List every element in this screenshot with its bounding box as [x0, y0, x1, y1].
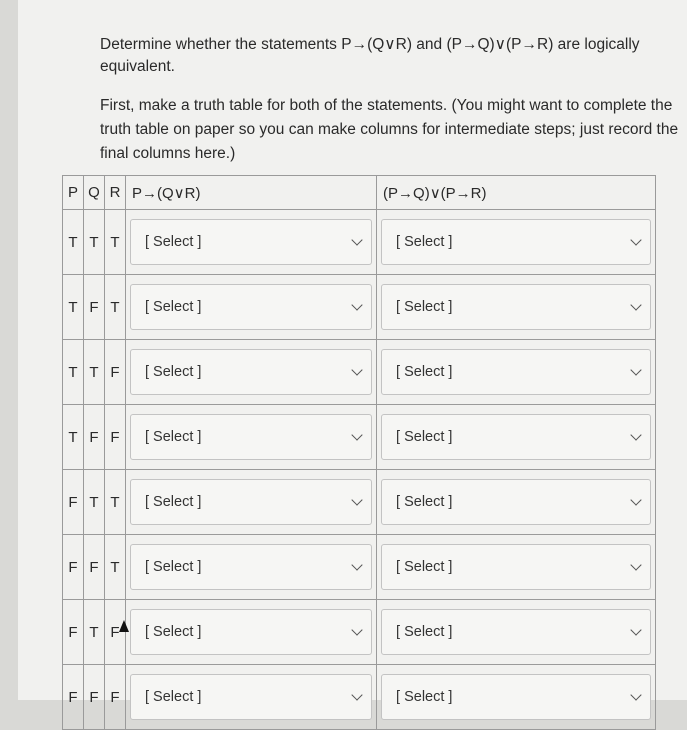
statement-1-select[interactable] — [130, 284, 372, 330]
truth-value-r: T — [105, 210, 126, 275]
table-row — [63, 600, 656, 665]
select-label: [ Select ] — [396, 689, 453, 705]
truth-value-r: T — [105, 470, 126, 535]
statement-1-select[interactable] — [130, 219, 372, 265]
truth-table — [62, 175, 656, 730]
truth-value-q: F — [84, 405, 105, 470]
answer-cell — [126, 210, 377, 275]
statement-2-select[interactable] — [381, 414, 651, 460]
truth-value-r: F — [105, 405, 126, 470]
question-block — [100, 34, 687, 166]
answer-cell — [126, 405, 377, 470]
statement-1-select[interactable] — [130, 674, 372, 720]
select-label: [ Select ] — [396, 364, 453, 380]
answer-cell — [377, 405, 656, 470]
header-statement-2: (P→Q)∨(P→R) — [377, 176, 656, 210]
answer-cell — [126, 600, 377, 665]
answer-cell — [377, 665, 656, 730]
chevron-down-icon — [351, 364, 362, 375]
select-label: [ Select ] — [396, 494, 453, 510]
statement-2-select[interactable] — [381, 349, 651, 395]
table-row — [63, 470, 656, 535]
chevron-down-icon — [351, 689, 362, 700]
statement-1-select[interactable] — [130, 479, 372, 525]
table-row — [63, 405, 656, 470]
answer-cell — [126, 275, 377, 340]
truth-value-p: T — [63, 340, 84, 405]
truth-value-r: T — [105, 275, 126, 340]
answer-cell — [126, 340, 377, 405]
table-row — [63, 535, 656, 600]
truth-value-r: F — [105, 600, 126, 665]
chevron-down-icon — [351, 559, 362, 570]
truth-value-p: T — [63, 210, 84, 275]
truth-value-p: F — [63, 535, 84, 600]
answer-cell — [377, 210, 656, 275]
select-label: [ Select ] — [396, 559, 453, 575]
table-row — [63, 210, 656, 275]
select-label: [ Select ] — [396, 234, 453, 250]
truth-value-q: F — [84, 665, 105, 730]
truth-value-q: T — [84, 340, 105, 405]
answer-cell — [126, 665, 377, 730]
statement-1-select[interactable] — [130, 414, 372, 460]
truth-value-q: F — [84, 535, 105, 600]
truth-value-r: F — [105, 340, 126, 405]
truth-value-r: F — [105, 665, 126, 730]
truth-table-header — [63, 176, 656, 210]
question-instructions: First, make a truth table for both of the statements. (You might want to complete the truth table on paper so you can make columns for intermediate steps; just record the final columns here.) — [100, 97, 679, 162]
truth-value-q: F — [84, 275, 105, 340]
answer-cell — [377, 600, 656, 665]
truth-value-q: T — [84, 470, 105, 535]
select-label: [ Select ] — [396, 429, 453, 445]
chevron-down-icon — [630, 689, 641, 700]
statement-2-select[interactable] — [381, 479, 651, 525]
truth-value-q: T — [84, 600, 105, 665]
select-label: [ Select ] — [396, 299, 453, 315]
table-row — [63, 275, 656, 340]
select-label: [ Select ] — [145, 624, 202, 640]
header-r: R — [105, 176, 126, 210]
chevron-down-icon — [630, 429, 641, 440]
statement-1-select[interactable] — [130, 349, 372, 395]
statement-2-select[interactable] — [381, 544, 651, 590]
truth-value-p: F — [63, 600, 84, 665]
chevron-down-icon — [351, 624, 362, 635]
answer-cell — [377, 470, 656, 535]
statement-1-select[interactable] — [130, 609, 372, 655]
statement-2-select[interactable] — [381, 674, 651, 720]
select-label: [ Select ] — [145, 429, 202, 445]
chevron-down-icon — [630, 234, 641, 245]
select-label: [ Select ] — [145, 299, 202, 315]
select-label: [ Select ] — [145, 234, 202, 250]
table-row — [63, 340, 656, 405]
truth-value-r: T — [105, 535, 126, 600]
header-statement-1: P→(Q∨R) — [126, 176, 377, 210]
answer-cell — [126, 535, 377, 600]
header-q: Q — [84, 176, 105, 210]
truth-value-p: T — [63, 275, 84, 340]
mouse-cursor-icon — [119, 620, 129, 632]
chevron-down-icon — [351, 494, 362, 505]
header-p: P — [63, 176, 84, 210]
answer-cell — [377, 535, 656, 600]
select-label: [ Select ] — [145, 494, 202, 510]
chevron-down-icon — [630, 494, 641, 505]
chevron-down-icon — [351, 234, 362, 245]
statement-1-select[interactable] — [130, 544, 372, 590]
select-label: [ Select ] — [145, 364, 202, 380]
answer-cell — [377, 275, 656, 340]
truth-value-q: T — [84, 210, 105, 275]
chevron-down-icon — [351, 429, 362, 440]
question-prompt: Determine whether the statements P→(Q∨R) and (P→Q)∨(P→R) are logically equivalent. — [100, 36, 640, 75]
answer-cell — [126, 470, 377, 535]
table-row — [63, 665, 656, 730]
answer-cell — [377, 340, 656, 405]
chevron-down-icon — [630, 364, 641, 375]
statement-2-select[interactable] — [381, 219, 651, 265]
chevron-down-icon — [630, 559, 641, 570]
chevron-down-icon — [351, 299, 362, 310]
statement-2-select[interactable] — [381, 609, 651, 655]
truth-value-p: F — [63, 665, 84, 730]
select-label: [ Select ] — [145, 689, 202, 705]
select-label: [ Select ] — [396, 624, 453, 640]
statement-2-select[interactable] — [381, 284, 651, 330]
truth-value-p: T — [63, 405, 84, 470]
select-label: [ Select ] — [145, 559, 202, 575]
chevron-down-icon — [630, 299, 641, 310]
chevron-down-icon — [630, 624, 641, 635]
truth-value-p: F — [63, 470, 84, 535]
